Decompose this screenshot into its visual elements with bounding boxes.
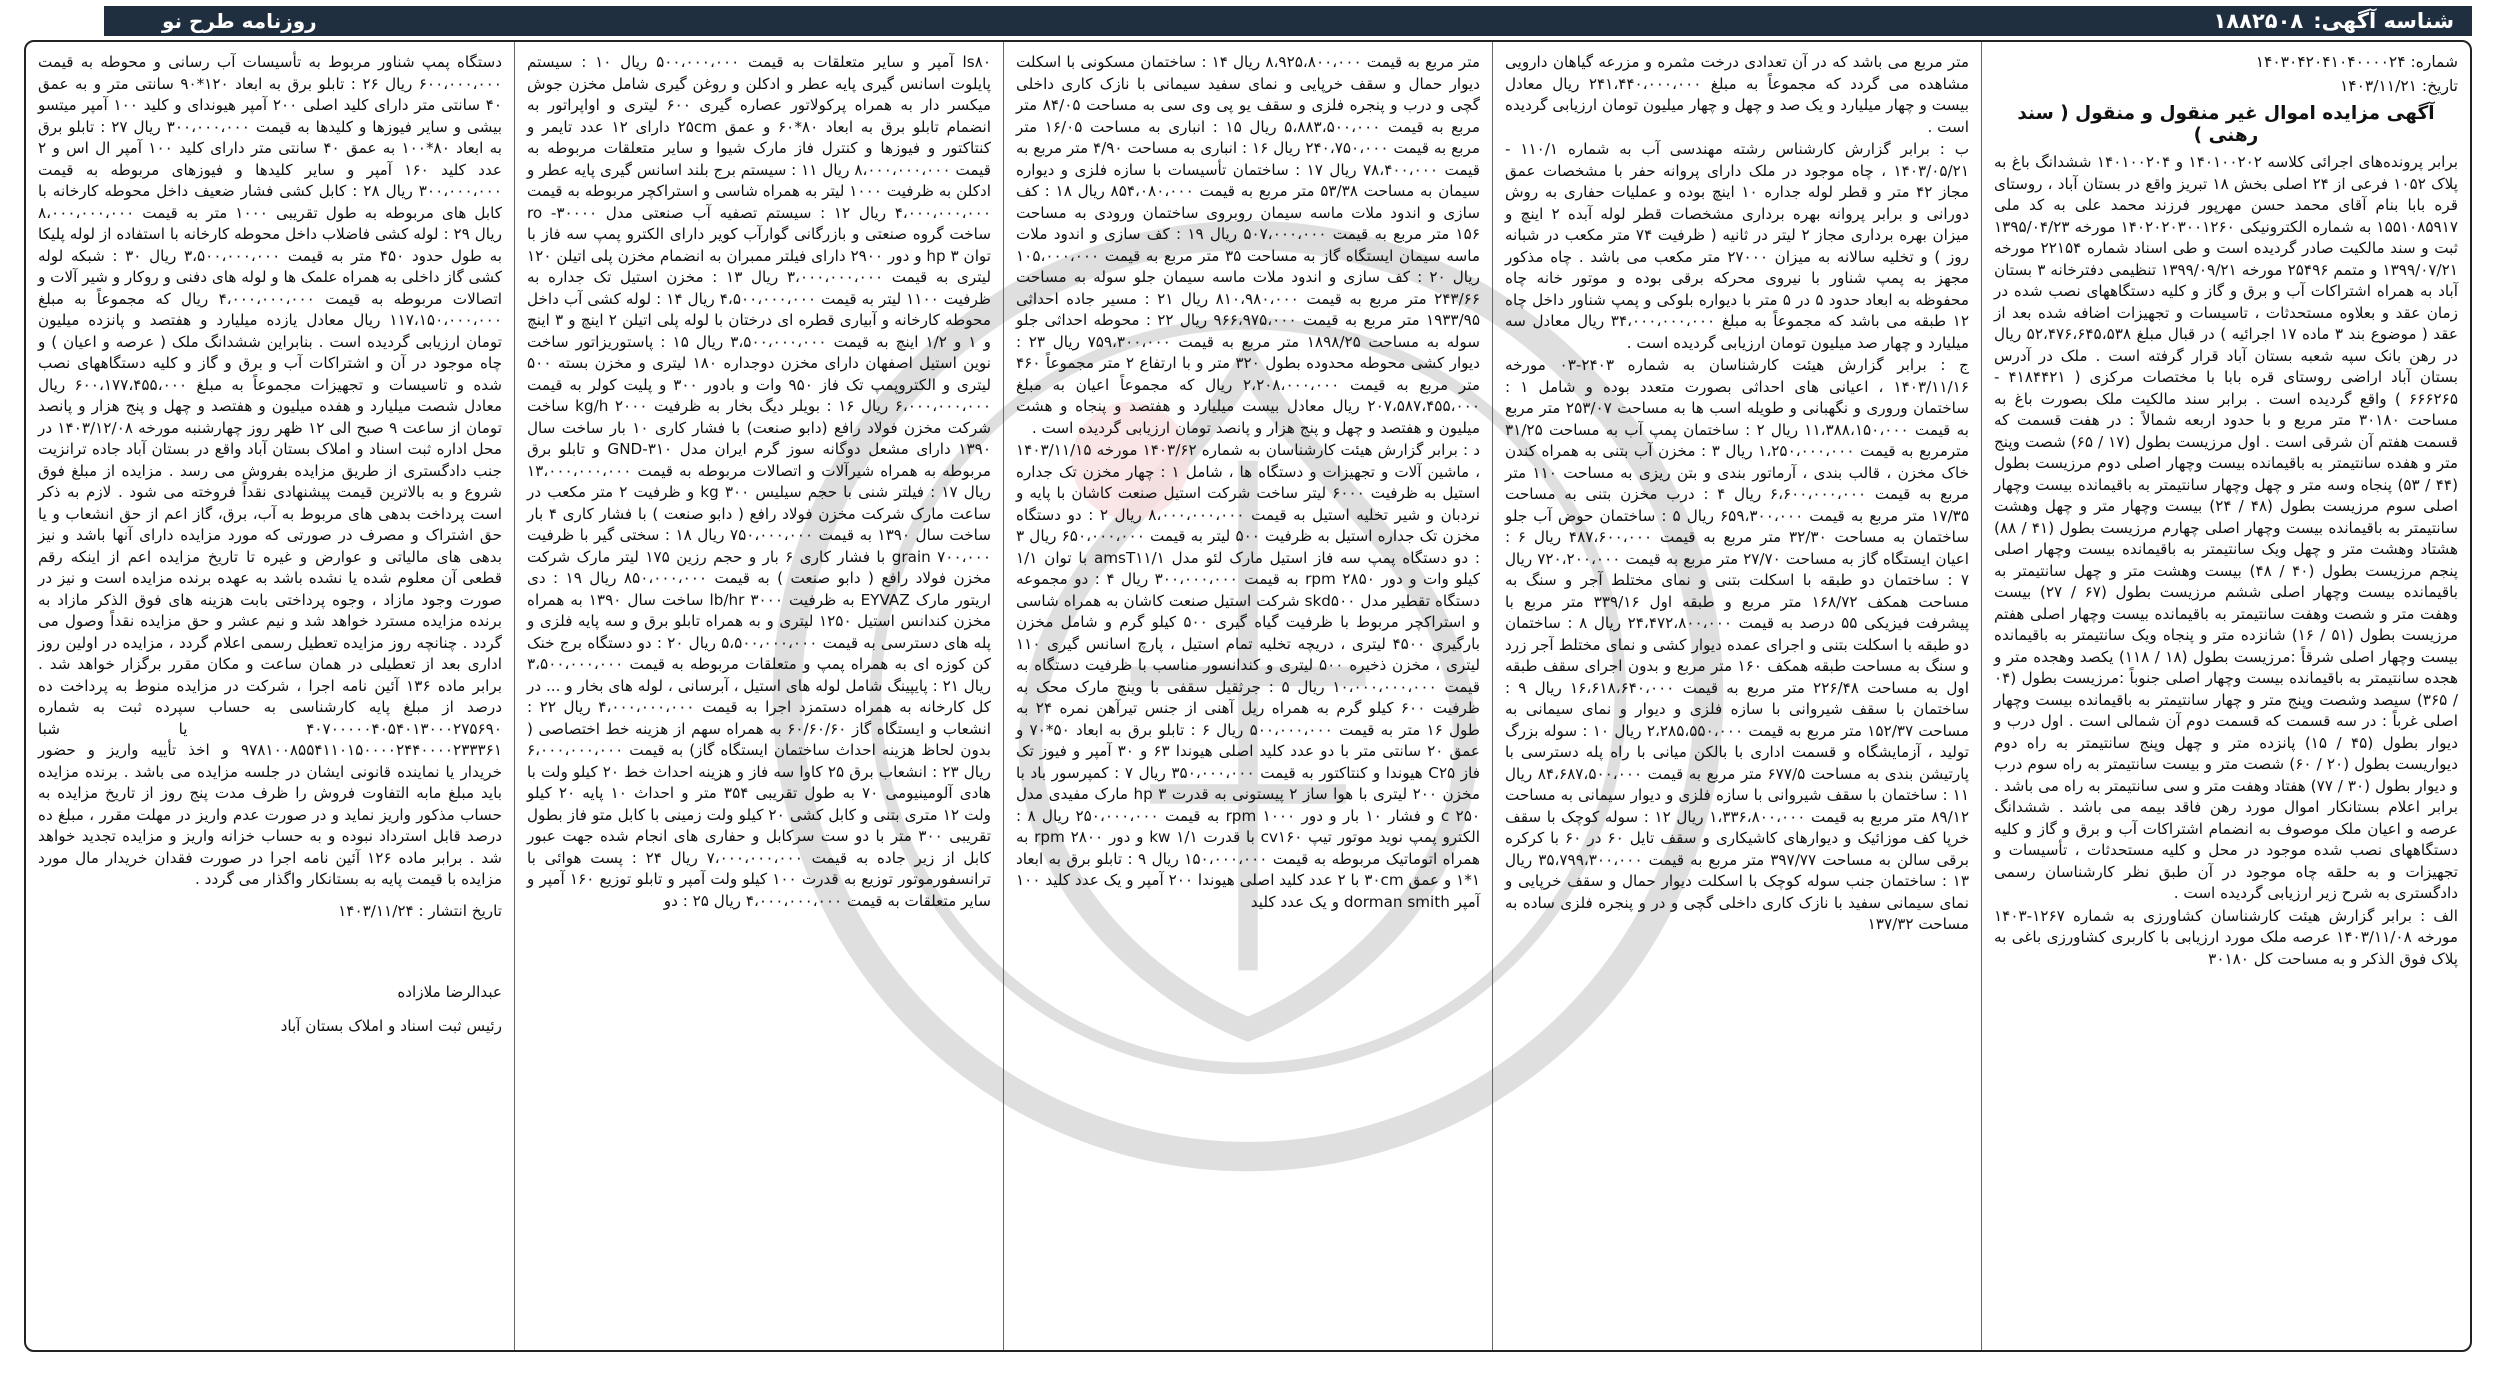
header-bar xyxy=(104,6,2472,36)
column-4 xyxy=(515,42,1004,1350)
column-5 xyxy=(26,42,515,1350)
newspaper-name: روزنامه طرح نو xyxy=(162,9,317,33)
paragraph: ls۸۰ آمپر و سایر متعلقات به قیمت ۵۰۰،۰۰۰،۰۰۰ ریال ۱۰ : سیستم پایلوت اسانس گیری پایه عطر و ادکلن و روغن گیری شامل مخزن جوش میکسر دار به همراه پرکولاتور عصاره گیری ۶۰۰ لیتری و اواپراتور به انضمام تابلو برق به ابعاد ۸۰*۶۰ و عمق ۲۵cm دارای ۱۲ عدد تایمر و کنتاکتور و فیوزها و کنترل فاز مارک شیوا و سایر متعلقات مربوطه به قیمت ۸،۰۰۰،۰۰۰،۰۰۰ ریال ۱۱ : سیستم برج بلند اسانس گیری پایه عطر و ادکلن به ظرفیت ۱۰۰۰ لیتر به همراه شاسی و استراکچر مربوطه به قیمت ۴،۰۰۰،۰۰۰،۰۰۰ ریال ۱۲ : سیستم تصفیه آب صنعتی مدل ۳۰۰۰۰- ro ساخت گروه صنعتی و بازرگانی گوارآب کویر دارای الکترو پمپ سه فاز با توان ۳ hp و دور ۲۹۰۰ دارای فیلتر ممبران به انضمام مخزن پلی اتیلن ۱۲۰ لیتری به قیمت ۳،۰۰۰،۰۰۰،۰۰۰ ریال ۱۳ : مخزن استیل تک جداره به ظرفیت ۱۱۰۰ لیتر به قیمت ۴،۵۰۰،۰۰۰،۰۰۰ ریال ۱۴ : لوله کشی آب داخل محوطه کارخانه و آبیاری قطره ای درختان با لوله پلی اتیلن ۲ اینچ و ۳ اینچ و ۱ و ۱/۲ اینچ به قیمت ۳،۵۰۰،۰۰۰،۰۰۰ ریال ۱۵ : پاستوریزاتور ساخت نوین استیل اصفهان دارای مخزن دوجداره ۱۸۰ لیتری و مخزن بسته ۵۰۰ لیتری و الکتروپمپ تک فاز ۹۵۰ وات و بادور ۳۰۰ و پلیت کولر به قیمت ۶،۰۰۰،۰۰۰،۰۰۰ ریال ۱۶ : بویلر دیگ بخار به ظرفیت ۲۰۰۰ kg/h ساخت شرکت مخزن فولاد رافع (دابو صنعت) با فشار کاری ۱۰ بار ساخت سال ۱۳۹۰ دارای مشعل دوگانه سوز گرم ایران مدل GND-۳۱۰ و تابلو برق مربوطه به همراه شیرآلات و اتصالات مربوطه به قیمت ۱۳،۰۰۰،۰۰۰،۰۰۰ ریال ۱۷ : فیلتر شنی با حجم سیلیس ۳۰۰ kg و ظرفیت ۲ متر مکعب در ساعت مارک شرکت مخزن فولاد رافع ( دابو صنعت ) با فشار کاری ۴ بار ساخت سال ۱۳۹۰ به قیمت ۷۵۰،۰۰۰،۰۰۰ ریال ۱۸ : سختی گیر با ظرفیت grain ۷۰۰،۰۰۰ با فشار کاری ۶ بار و حجم رزین ۱۷۵ لیتر مارک شرکت مخزن فولاد رافع ( دابو صنعت ) به قیمت ۸۵۰،۰۰۰،۰۰۰ ریال ۱۹ : دی اریتور مارک EYVAZ به ظرفیت ۳۰۰۰ lb/hr ساخت سال ۱۳۹۰ به همراه مخزن کندانس استیل ۱۲۵۰ لیتری و به همراه تابلو برق و سه پایه فلزی و پله های دسترسی به قیمت ۵،۵۰۰،۰۰۰،۰۰۰ ریال ۲۰ : دو دستگاه برج خنک کن کوزه ای به همراه پمپ و متعلقات مربوطه به قیمت ۳،۵۰۰،۰۰۰،۰۰۰ ریال ۲۱ : پایپینگ شامل لوله های استیل ، آبرسانی ، لوله های بخار و ... در کل کارخانه به همراه دستمزد اجرا به قیمت ۴،۰۰۰،۰۰۰،۰۰۰ ریال ۲۲ : انشعاب و ایستگاه گاز ۶۰/۶۰/۶۰ به همراه سهم از هزینه خط اختصاصی ( بدون لحاظ هزینه احداث ساختمان ایستگاه گاز) به قیمت ۶،۰۰۰،۰۰۰،۰۰۰ ریال ۲۳ : انشعاب برق ۲۵ کاوا سه فاز و هزینه احداث خط ۲۰ کیلو ولت با هادی آلومینیومی ۷۰ به طول تقریبی ۳۵۴ متر و احداث ۱۰ پایه ۲۰ کیلو ولت ۱۲ متری بتنی و کابل کشی ۲۰ کیلو ولت زمینی با کابل متو فاز بطول تقریبی ۳۰۰ متر با دو ست سرکابل و حفاری های انجام شده جهت عبور کابل از زیر جاده به قیمت ۷،۰۰۰،۰۰۰،۰۰۰ ریال ۲۴ : پست هوائی با ترانسفورموتور توزیع به قدرت ۱۰۰ کیلو ولت آمپر و تابلو توزیع ۱۶۰ آمپر و سایر متعلقات به قیمت ۴،۰۰۰،۰۰۰،۰۰۰ ریال ۲۵ : دو xyxy=(527,53,992,910)
paragraph: متر مربع می باشد که در آن تعدادی درخت مثمره و مزرعه گیاهان دارویی مشاهده می گردد که مجموعاً به مبلغ ۲۴۱،۴۴۰،۰۰۰،۰۰۰ ریال معادل بیست و چهار میلیارد و یک صد و چهل و چهار میلیون تومان ارزیابی گردیده است . xyxy=(1505,53,1969,136)
ad-columns xyxy=(26,42,2470,1350)
paragraph: ب : برابر گزارش کارشناس رشته مهندسی آب به شماره ۱۱۰/۱ - ۱۴۰۳/۰۵/۲۱ ، چاه موجود در ملک دارای پروانه حفر با مشخصات عمق مجاز ۴۲ متر و قطر لوله جداره ۱۰ اینچ بوده و عملیات حفاری به روش دورانی و برابر پروانه بهره برداری مشخصات قطر لوله آبده ۲ اینچ و میزان بهره برداری مجاز ۲ لیتر در ثانیه ( ظرفیت ۷۴ متر مکعب در شبانه روز ) و تخلیه سالانه به میزان ۲۷۰۰۰ متر مکعب می باشد . چاه مذکور مجهز به پمپ شناور با نیروی محرکه برقی بوده و موتور خانه چاه محفوظه به ابعاد حدود ۵ در ۵ متر با دیواره بلوکی و پمپ شناور داخل چاه ۱۲ طبقه می باشد که مجموعاً به مبلغ ۳۴،۰۰۰،۰۰۰،۰۰۰ ریال معادل سه میلیارد و چهار صد میلیون تومان ارزیابی گردیده است . xyxy=(1505,140,1970,352)
ad-title: آگهی مزایده اموال غیر منقول و منقول ( سند رهنی ) xyxy=(2017,103,2435,146)
publication-date: تاریخ انتشار : ۱۴۰۳/۱۱/۲۴ xyxy=(338,901,502,920)
paragraph: د : برابر گزارش هیئت کارشناسان به شماره ۱۴۰۳/۶۲ مورخه ۱۴۰۳/۱۱/۱۵ ، ماشین آلات و تجهیزات و دستگاه ها ، شامل ۱ : چهار مخزن تک جداره استیل به ظرفیت ۶۰۰۰ لیتر ساخت شرکت استیل صنعت کاشان با پایه و نردبان و شیر تخلیه استیل به قیمت ۸،۰۰۰،۰۰۰،۰۰۰ ریال ۲ : دو دستگاه مخزن تک جداره استیل به ظرفیت ۵۰۰ لیتر به قیمت ۶۵۰،۰۰۰،۰۰۰ ریال ۳ : دو دستگاه پمپ سه فاز استیل مارک لئو مدل amsT۱۱/۱ با توان ۱/۱ کیلو وات و دور ۲۸۵۰ rpm به قیمت ۳۰۰،۰۰۰،۰۰۰ ریال ۴ : دو مجموعه دستگاه تقطیر مدل skd۵۰۰ شرکت استیل صنعت کاشان به همراه شاسی و استراکچر مربوط با ظرفیت گیاه گیری ۵۰۰ کیلو گرم و شامل مخزن بارگیری ۴۵۰۰ لیتری ، دریچه تخلیه تمام استیل ، پارچ اسانس گیری ۱۱۰ لیتری ، مخزن ذخیره ۵۰۰ لیتری و کندانسور مناسب با ظرفیت دستگاه به قیمت ۱۰،۰۰۰،۰۰۰،۰۰۰ ریال ۵ : جرثقیل سقفی با وینچ مارک محک به ظرفیت ۶۰۰ کیلو گرم به همراه ریل آهنی از جنس تیرآهن نمره ۲۴ به طول ۱۶ متر به قیمت ۵۰۰،۰۰۰،۰۰۰ ریال ۶ : تابلو برق به ابعاد ۵۰*۷۰ و عمق ۲۰ سانتی متر با دو عدد کلید اصلی هیوندا ۶۳ و ۳۰ آمپر و فیوز تک فاز C۲۵ هیوندا و کنتاکتور به قیمت ۳۵۰،۰۰۰،۰۰۰ ریال ۷ : کمپرسور باد با مخزن ۲۰۰ لیتری با هوا ساز ۲ پیستونی به قدرت hp ۳ مارک مفیدی مدل ۲۵۰ c و فشار ۱۰ بار و دور ۱۰۰۰ rpm به قیمت ۲۵۰،۰۰۰،۰۰۰ ریال ۸ : الکترو پمپ نوید موتور تیپ cv۱۶۰ با قدرت ۱/۱ kw و دور ۲۸۰۰ rpm به همراه اتوماتیک مربوطه به قیمت ۱۵۰،۰۰۰،۰۰۰ ریال ۹ : تابلو برق به ابعاد ۱*۱ و عمق ۳۰cm با ۲ عدد کلید اصلی هیوندا ۲۰۰ آمپر و یک عدد کلید ۱۰۰ آمپر dorman smith و یک عدد کلید xyxy=(1016,441,1481,911)
ad-number: شماره: ۱۴۰۳۰۴۲۰۴۱۰۴۰۰۰۰۲۴ xyxy=(2255,53,2458,71)
paragraph: ج : برابر گزارش هیئت کارشناسان به شماره ۲۴۰۳-۰۳ مورخه ۱۴۰۳/۱۱/۱۶ ، اعیانی های احداثی بصورت متعدد بوده و شامل ۱ : ساختمان وروری و نگهبانی و طویله اسب ها به مساحت ۲۵۳/۰۷ متر مربع به قیمت ۱۱،۳۸۸،۱۵۰،۰۰۰ ریال ۲ : ساختمان پمپ آب به مساحت ۳۱/۲۵ مترمربع به قیمت ۱،۲۵۰،۰۰۰،۰۰۰ ریال ۳ : مخزن آب بتنی به همراه کندن خاک مخزن ، قالب بندی ، آرماتور بندی و بتن ریزی به مساحت ۱۱۰ متر مربع به قیمت ۶،۶۰۰،۰۰۰،۰۰۰ ریال ۴ : درب مخزن بتنی به مساحت ۱۷/۳۵ متر مربع به قیمت ۶۵۹،۳۰۰،۰۰۰ ریال ۵ : ساختمان حوض آب جلو ساختمان به مساحت ۳۲/۳۰ متر مربع به قیمت ۴۸۷،۶۰۰،۰۰۰ ریال ۶ : اعیان ایستگاه گاز به مساحت ۲۷/۷۰ متر مربع به قیمت ۷۲۰،۲۰۰،۰۰۰ ریال ۷ : ساختمان دو طبقه با اسکلت بتنی و نمای مختلط آجر و سنگ به مساحت همکف ۱۶۸/۷۲ متر مربع و طبقه اول ۳۳۹/۱۶ متر مربع با پیشرفت فیزیکی ۵۵ درصد به قیمت ۲۴،۴۷۲،۸۰۰،۰۰۰ ریال ۸ : ساختمان دو طبقه با اسکلت بتنی و اجرای عمده دیوار کشی و نمای مختلط آجر زرد و سنگ به مساحت طبقه همکف ۱۶۰ متر مربع و بدون اجرای سقف طبقه اول به مساحت ۲۲۶/۴۸ متر مربع به قیمت ۱۶،۶۱۸،۶۴۰،۰۰۰ ریال ۹ : ساختمان با سقف شیروانی با سازه فلزی و دیوار و نمای سیمانی به مساحت ۱۵۲/۳۷ متر مربع به قیمت ۲،۲۸۵،۵۵۰،۰۰۰ ریال ۱۰ : سوله بزرگ تولید ، آزمایشگاه و قسمت اداری با بالکن میانی با راه پله دسترسی با پارتیشن بندی به مساحت ۶۷۷/۵ متر مربع به قیمت ۸۴،۶۸۷،۵۰۰،۰۰۰ ریال ۱۱ : ساختمان با سقف شیروانی با سازه فلزی و دیوار سیمانی به مساحت ۸۹/۱۲ متر مربع به قیمت ۱،۳۳۶،۸۰۰،۰۰۰ ریال ۱۲ : سوله کوچک با سقف خرپا کف موزائیک و دیوارهای کاشیکاری و سقف تایل ۶۰ در ۶۰ با کرکره برقی سالن به مساحت ۳۹۷/۷۷ متر مربع به قیمت ۳۵،۷۹۹،۳۰۰،۰۰۰ ریال ۱۳ : ساختمان جنب سوله کوچک با اسکلت دیوار حمال و سقف خرپایی و نمای سیمانی سفید با نازک کاری داخلی گچی و در و پنجره فلزی ساده به مساحت ۱۳۷/۳۲ xyxy=(1505,356,1970,933)
column-1 xyxy=(1982,42,2470,1350)
paragraph: متر مربع به قیمت ۸،۹۲۵،۸۰۰،۰۰۰ ریال ۱۴ : ساختمان مسکونی با اسکلت دیوار حمال و سقف خرپایی و نمای سفید سیمانی با نازک کاری داخلی گچی و درب و پنجره فلزی و سقف یو پی وی سی به مساحت ۸۴/۰۵ متر مربع به قیمت ۵،۸۸۳،۵۰۰،۰۰۰ ریال ۱۵ : انباری به مساحت ۱۶/۰۵ متر مربع به قیمت ۲۴۰،۷۵۰،۰۰۰ ریال ۱۶ : انباری به مساحت ۴/۹۰ متر مربع به قیمت ۷۸،۴۰۰،۰۰۰ ریال ۱۷ : ساختمان تأسیسات با سازه فلزی و دیواره سیمان به مساحت ۵۳/۳۸ متر مربع به قیمت ۸۵۴،۰۸۰،۰۰۰ ریال ۱۸ : کف سازی و اندود ملات ماسه سیمان روبروی ساختمان ورودی به مساحت ۱۵۶ متر مربع به قیمت ۵۰۷،۰۰۰،۰۰۰ ریال ۱۹ : کف سازی و اندود ملات ماسه سیمان ایستگاه گاز به مساحت ۳۵ متر مربع به قیمت ۱۰۵،۰۰۰،۰۰۰ ریال ۲۰ : کف سازی و اندود ملات ماسه سیمان جلو سوله به مساحت ۲۴۳/۶۶ متر مربع به قیمت ۸۱۰،۹۸۰،۰۰۰ ریال ۲۱ : مسیر جاده احداثی ۱۹۳۳/۹۵ متر مربع به قیمت ۹۶۶،۹۷۵،۰۰۰ ریال ۲۲ : محوطه احداثی جلو سوله به مساحت ۱۸۹۸/۲۵ متر مربع به قیمت ۷۵۹،۳۰۰،۰۰۰ ریال ۲۳ : دیوار کشی محوطه محدوده بطول ۳۲۰ متر و با ارتفاع ۲ متر مجموعاً ۴۶۰ متر مربع به قیمت ۲،۲۰۸،۰۰۰،۰۰۰ ریال که مجموعاً اعیان به مبلغ ۲۰۷،۵۸۷،۴۵۵،۰۰۰ ریال معادل بیست میلیارد و هفتصد و پنجاه و هشت میلیون و هفتصد و چهل و پنج هزار و پانصد تومان ارزیابی گردیده است . xyxy=(1016,53,1481,437)
signatory-title: رئیس ثبت اسناد و املاک بستان آباد xyxy=(280,1016,502,1035)
column-3 xyxy=(1004,42,1493,1350)
signatory-name: عبدالرضا ملازاده xyxy=(397,983,502,1001)
paragraph: دستگاه پمپ شناور مربوط به تأسیسات آب رسانی و محوطه به قیمت ۶۰۰،۰۰۰،۰۰۰ ریال ۲۶ : تابلو برق به ابعاد ۱۲۰*۹۰ سانتی متر و به عمق ۴۰ سانتی متر دارای کلید اصلی ۲۰۰ آمپر هیوندای و کلید ۱۰۰ آمپر میتسو بیشی و سایر فیوزها و کلیدها به قیمت ۳۰۰،۰۰۰،۰۰۰ ریال ۲۷ : تابلو برق به ابعاد ۸۰*۱۰۰ به عمق ۴۰ سانتی متر دارای کلید ۱۰۰ آمپر ال اس و ۲ عدد کلید ۱۶۰ آمپر و سایر کلیدها و فیوزهای مربوطه به قیمت ۳۰۰،۰۰۰،۰۰۰ ریال ۲۸ : کابل کشی فشار ضعیف داخل محوطه کارخانه با کابل های مربوطه به طول تقریبی ۱۰۰۰ متر به قیمت ۸،۰۰۰،۰۰۰،۰۰۰ ریال ۲۹ : لوله کشی فاضلاب داخل محوطه کارخانه با استفاده از لوله پلیکا به طول حدود ۴۵۰ متر به قیمت ۳،۵۰۰،۰۰۰،۰۰۰ ریال ۳۰ : شبکه لوله کشی گاز داخلی به همراه علمک ها و لوله های دفنی و روکار و شیر آلات و اتصالات مربوطه به قیمت ۴،۰۰۰،۰۰۰،۰۰۰ ریال که مجموعاً به مبلغ ۱۱۷،۱۵۰،۰۰۰،۰۰۰ ریال معادل یازده میلیارد و هفتصد و پانزده میلیون تومان ارزیابی گردیده است . بنابراین ششدانگ ملک ( عرصه و اعیان ) و چاه موجود در آن و اشتراکات آب و برق و گاز و کلیه دستگاههای نصب شده و تاسیسات و تجهیزات مجموعاً به مبلغ ۶۰۰،۱۷۷،۴۵۵،۰۰۰ ریال معادل شصت میلیارد و هفده میلیون و هفتصد و چهل و پنج هزار و پانصد تومان از ساعت ۹ صبح الی ۱۲ ظهر روز چهارشنبه مورخه ۱۴۰۳/۱۲/۰۸ در محل اداره ثبت اسناد و املاک بستان آباد واقع در بستان آباد جاده ترانزیت جنب دادگستری از طریق مزایده بفروش می رسد . مزایده از مبلغ فوق شروع و به بالاترین قیمت پیشنهادی نقداً فروخته می شود . لازم به ذکر است پرداخت بدهی های مربوط به آب، برق، گاز اعم از حق انشعاب و یا حق اشتراک و مصرف در صورتی که مورد مزایده دارای آنها باشد و نیز بدهی های مالیاتی و عوارض و غیره تا تاریخ مزایده اعم از اینکه رقم قطعی آن معلوم شده یا نشده باشد به عهده برنده مزایده است و نیز در صورت وجود مازاد ، وجوه پرداختی بابت هزینه های فوق الذکر مازاد به برنده مزایده مسترد خواهد شد و نیم عشر و حق مزایده نقداً وصول می گردد . چنانچه روز مزایده تعطیل رسمی اعلام گردد ، مزایده در اولین روز اداری بعد از تعطیلی در همان ساعت و مکان مقرر برگزار خواهد شد . برابر ماده ۱۳۶ آئین نامه اجرا ، شرکت در مزایده منوط به پرداخت ده درصد از مبلغ پایه کارشناسی به حساب سپرده ثبت به شماره ۴۰۷۰۰۰۰۰۴۰۵۴۰۱۳۰۰۰۲۷۵۶۹۰ یا شبا ۹۷۸۱۰۰۸۵۵۴۱۱۰۱۵۰۰۰۰۲۴۴۰۰۰۰۲۳۳۳۶۱ و اخذ تأییه واریز و حضور خریدار یا نماینده قانونی ایشان در جلسه مزایده می باشد . برنده مزایده باید مبلغ مابه التفاوت فروش را ظرف مدت پنج روز از تاریخ مزایده به حساب مذکور واریز نماید و در صورت عدم واریز در مهلت مقرر ، مبلغ ده درصد قابل استرداد نبوده و به حساب خزانه واریز و مزایده تجدید خواهد شد . برابر ماده ۱۲۶ آئین نامه اجرا در صورت فقدان خریدار مال مورد مزایده با قیمت پایه به بستانکار واگذار می گردد . xyxy=(38,53,502,888)
ad-id-label: شناسه آگهی: xyxy=(2313,9,2454,33)
column-2 xyxy=(1493,42,1982,1350)
paragraph: برابر پرونده‌های اجرائی کلاسه ۱۴۰۱۰۰۲۰۲ و ۱۴۰۱۰۰۲۰۴ ششدانگ باغ به پلاک ۱۰۵۲ فرعی از ۲۴ اصلی بخش ۱۸ تبریز واقع در بستان آباد ، روستای قره بابا بنام آقای محمد حسن مهرپور فرزند محمد علی به کد ملی ۱۵۵۱۰۸۵۹۱۷ به شماره الکترونیکی ۱۴۰۲۰۲۰۳۰۰۱۲۶۰ مورخه ۱۳۹۵/۰۴/۲۳ ثبت و سند مالکیت صادر گردیده است و طی اسناد شماره ۲۲۱۵۴ مورخه ۱۳۹۹/۰۷/۲۱ و متمم ۲۵۴۹۶ مورخه ۱۳۹۹/۰۹/۲۱ تنظیمی دفترخانه ۳ بستان آباد به همراه اشتراکات آب و برق و گاز و کلیه دستگاههای نصب شده در زمان عقد و بعلاوه مستحدثات ، تاسیسات و تجهیزات اضافه شده بعد از عقد ( موضوع بند ۳ ماده ۱۷ اجرائیه ) در قبال مبلغ ۵۲،۴۷۶،۶۴۵،۵۳۸ ریال در رهن بانک سپه شعبه بستان آباد قرار گرفته است . ملک در آدرس بستان آباد اراضی روستای قره بابا با مختصات مرکزی ( ۴۱۸۴۴۲۱ - ۶۶۶۲۶۵ ) واقع گردیده است . برابر سند مالکیت ملک بصورت باغ به مساحت ۳۰۱۸۰ متر مربع و با حدود اربعه شمالاً : در هفت قسمت که قسمت هفتم آن شرقی است . اول مرزیست بطول (۱۷ / ۶۵) شصت وپنج متر و هفده سانتیمتر به باقیمانده بیست وچهار اصلی دوم مرزیست بطول (۴۴ / ۵۳) پنجاه وسه متر و چهل وچهار سانتیمتر به باقیمانده بیست وچهار اصلی سوم مرزیست بطول (۴۸ / ۲۴) بیست وچهار متر و چهل وهشت سانتیمتر به باقیمانده بیست وچهار اصلی چهارم مرزیست بطول (۴۱ / ۸۸) هشتاد وهشت متر و چهل ویک سانتیمتر به باقیمانده بیست وچهار اصلی پنجم مرزیست بطول (۴۰ / ۴۸) بیست وهشت متر و چهل سانتیمتر به باقیمانده بیست وچهار اصلی ششم مرزیست بطول (۶۷ / ۲۷) بیست وهفت متر و شصت وهفت سانتیمتر به باقیمانده بیست وچهار اصلی هفتم مرزیست بطول (۵۱ / ۱۶) شانزده متر و پنجاه ویک سانتیمتر به باقیمانده بیست وچهار اصلی شرقاً :مرزیست بطول (۱۸ / ۱۱۸) یکصد وهجده متر و هجده سانتیمتر به باقیمانده بیست وچهار اصلی جنوباً :مرزیست بطول (۰۴ / ۳۶۵) سیصد وشصت وپنج متر و چهار سانتیمتر به باقیمانده بیست وچهار اصلی غرباً : در سه قسمت که قسمت دوم آن شمالی است . اول درب و دیوار بطول (۴۵ / ۱۵) پانزده متر و چهل وپنج سانتیمتر به راه دوم دیواریست بطول (۲۰ / ۶۰) شصت متر و بیست سانتیمتر به راه سوم درب و دیوار بطول (۳۰ / ۷۷) هفتاد وهفت متر و سی سانتیمتر به راه می باشد . برابر اعلام بستانکار اموال مورد رهن فاقد بیمه می باشد . ششدانگ عرصه و اعیان ملک موصوف به انضمام اشتراکات آب و برق و گاز و کلیه دستگاههای نصب شده موجود در محل و کلیه مستحدثات ، تأسیسات و تجهیزات و به حلقه چاه موجود در آن طبق نظر کارشناسان رسمی دادگستری به شرح زیر ارزیابی گردیده است . xyxy=(1994,153,2459,902)
ad-id xyxy=(2214,9,2454,33)
paragraph: الف : برابر گزارش هیئت کارشناسان کشاورزی به شماره ۱۲۶۷-۱۴۰۳ مورخه ۱۴۰۳/۱۱/۰۸ عرصه ملک مورد ارزیابی با کاربری کشاورزی باغی به پلاک فوق الذکر و به مساحت کل ۳۰۱۸۰ xyxy=(1994,906,2458,968)
ad-date: تاریخ: ۱۴۰۳/۱۱/۲۱ xyxy=(2339,76,2458,95)
ad-frame xyxy=(24,40,2472,1352)
ad-id-value: ۱۸۸۲۵۰۸ xyxy=(2213,9,2304,33)
signature-block xyxy=(38,982,502,1037)
